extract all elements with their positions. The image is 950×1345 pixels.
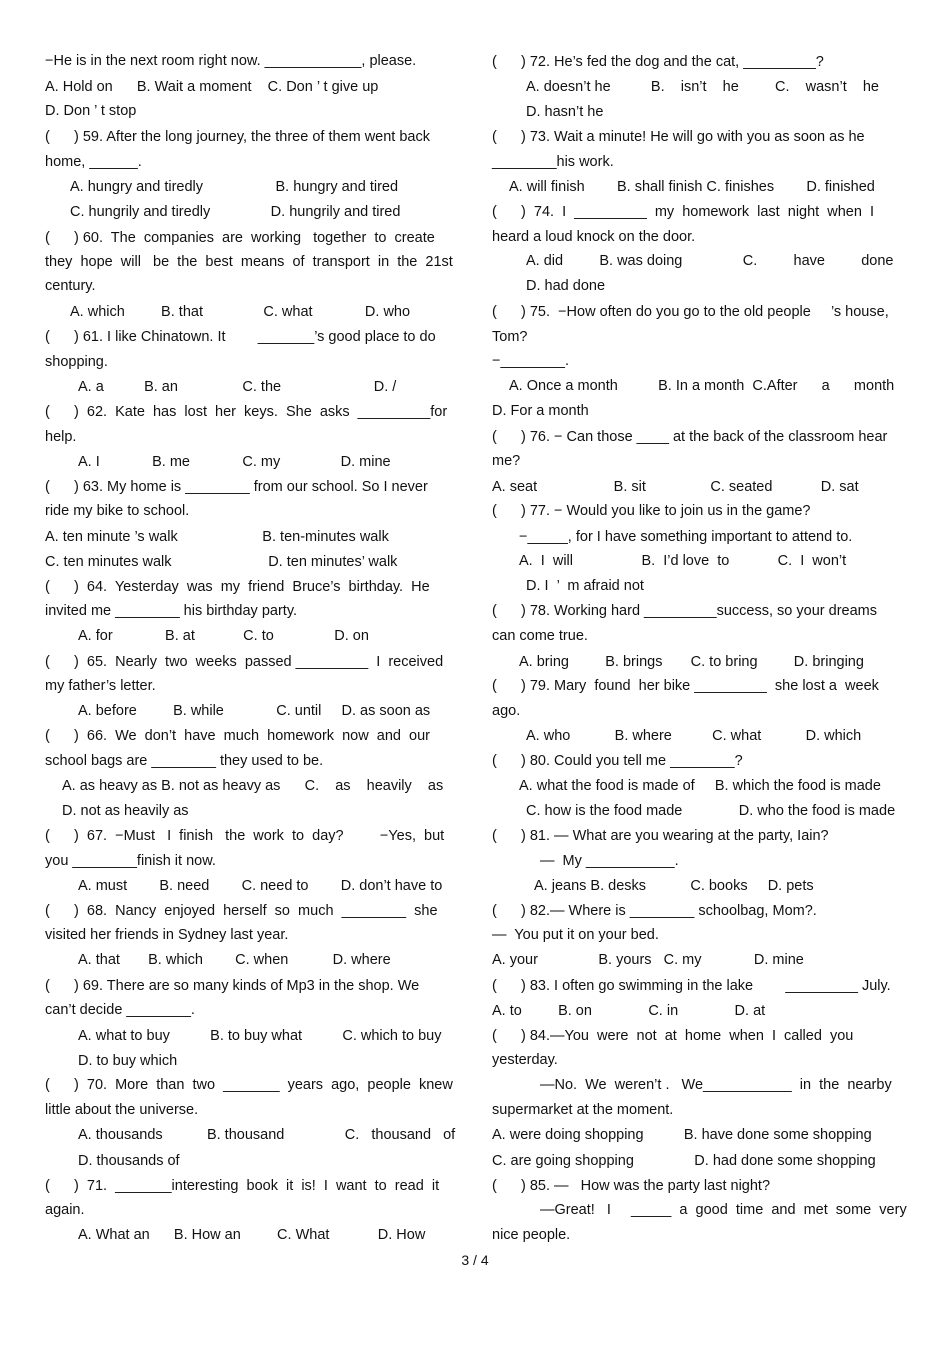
question-76-options: A. seat B. sit C. seated D. sat xyxy=(492,479,859,495)
question-70-stem-cont: little about the universe. xyxy=(45,1102,199,1118)
question-64-stem: ( ) 64. Yesterday was my friend Bruce’s birthday. He xyxy=(45,579,430,595)
question-68-stem: ( ) 68. Nancy enjoyed herself so much ________ she xyxy=(45,903,438,919)
question-60-stem: ( ) 60. The companies are working together to create xyxy=(45,230,435,246)
question-65-stem-cont: my father’s letter. xyxy=(45,678,156,694)
question-67-stem: ( ) 67. −Must I finish the work to day? −Yes, but xyxy=(45,828,445,844)
question-64-stem-cont: invited me ________ his birthday party. xyxy=(45,603,298,619)
question-78-stem-cont: can come true. xyxy=(492,628,588,644)
question-70-option-d: D. thousands of xyxy=(78,1153,180,1169)
question-80-options-cd: C. how is the food made D. who the food is made xyxy=(526,803,896,819)
question-74-stem: ( ) 74. I _________ my homework last night when I xyxy=(492,204,875,220)
question-83-options: A. to B. on C. in D. at xyxy=(492,1003,766,1019)
question-67-stem-cont: you ________finish it now. xyxy=(45,853,216,869)
page-indicator: 3 / 4 xyxy=(461,1252,489,1268)
question-79-stem-cont: ago. xyxy=(492,703,521,719)
question-69-option-d: D. to buy which xyxy=(78,1053,178,1069)
question-60-stem-cont: they hope will be the best means of transport in the 21st xyxy=(45,254,453,270)
question-81-options: A. jeans B. desks C. books D. pets xyxy=(534,878,814,894)
question-75-stem: ( ) 75. −How often do you go to the old people ’s house, xyxy=(492,304,889,320)
question-65-stem: ( ) 65. Nearly two weeks passed _________ I received xyxy=(45,654,444,670)
question-67-options: A. must B. need C. need to D. don’t have to xyxy=(78,878,443,894)
question-63-stem: ( ) 63. My home is ________ from our school. So I never xyxy=(45,479,428,495)
question-58-option-d: D. Don ’ t stop xyxy=(45,103,137,119)
question-63-options-cd: C. ten minutes walk D. ten minutes’ walk xyxy=(45,554,398,570)
question-85-reply: —Great! I _____ a good time and met some very xyxy=(540,1202,907,1218)
question-80-stem: ( ) 80. Could you tell me ________? xyxy=(492,753,743,769)
question-73-options: A. will finish B. shall finish C. finishes D. finished xyxy=(509,179,875,195)
question-66-stem-cont: school bags are ________ they used to be. xyxy=(45,753,324,769)
question-71-options: A. What an B. How an C. What D. How xyxy=(78,1227,426,1243)
question-74-stem-cont: heard a loud knock on the door. xyxy=(492,229,696,245)
question-72-option-d: D. hasn’t he xyxy=(526,104,604,120)
question-69-options-abc: A. what to buy B. to buy what C. which to buy xyxy=(78,1028,442,1044)
question-79-options: A. who B. where C. what D. which xyxy=(526,728,862,744)
question-77-option-d: D. I ’ m afraid not xyxy=(526,578,644,594)
question-75-option-d: D. For a month xyxy=(492,403,589,419)
question-59-options-ab: A. hungry and tiredly B. hungry and tired xyxy=(70,179,399,195)
question-82-options: A. your B. yours C. my D. mine xyxy=(492,952,804,968)
question-77-stem-cont: −_____, for I have something important to attend to. xyxy=(519,529,853,545)
question-85-stem: ( ) 85. — How was the party last night? xyxy=(492,1178,771,1194)
question-61-options: A. a B. an C. the D. / xyxy=(78,379,397,395)
question-60-stem-end: century. xyxy=(45,278,96,294)
question-77-stem: ( ) 77. − Would you like to join us in the game? xyxy=(492,503,811,519)
question-59-options-cd: C. hungrily and tiredly D. hungrily and tired xyxy=(70,204,401,220)
question-84-reply: —No. We weren’t . We___________ in the nearby xyxy=(540,1077,892,1093)
question-72-stem: ( ) 72. He’s fed the dog and the cat, _________? xyxy=(492,54,824,70)
question-76-stem: ( ) 76. − Can those ____ at the back of the classroom hear xyxy=(492,429,888,445)
question-59-stem-cont: home, ______. xyxy=(45,154,142,170)
question-66-options-abc: A. as heavy as B. not as heavy as C. as heavily as xyxy=(62,778,444,794)
question-76-stem-cont: me? xyxy=(492,453,521,469)
question-68-stem-cont: visited her friends in Sydney last year. xyxy=(45,927,289,943)
question-82-stem-cont: — You put it on your bed. xyxy=(492,927,659,943)
question-64-options: A. for B. at C. to D. on xyxy=(78,628,369,644)
question-62-stem-cont: help. xyxy=(45,429,77,445)
question-73-stem: ( ) 73. Wait a minute! He will go with you as soon as he xyxy=(492,129,865,145)
question-58-options: A. Hold on B. Wait a moment C. Don ’ t give up xyxy=(45,79,379,95)
question-58-stem-line: −He is in the next room right now. ____________, please. xyxy=(45,53,417,69)
question-63-stem-cont: ride my bike to school. xyxy=(45,503,190,519)
question-81-stem-cont: — My ___________. xyxy=(540,853,679,869)
question-72-options-abc: A. doesn’t he B. isn’t he C. wasn’t he xyxy=(526,79,879,95)
question-69-stem-cont: can’t decide ________. xyxy=(45,1002,195,1018)
question-66-stem: ( ) 66. We don’t have much homework now and our xyxy=(45,728,430,744)
question-60-options: A. which B. that C. what D. who xyxy=(70,304,411,320)
question-70-stem: ( ) 70. More than two _______ years ago, people knew xyxy=(45,1077,453,1093)
question-84-options-ab: A. were doing shopping B. have done some shopping xyxy=(492,1127,872,1143)
question-78-stem: ( ) 78. Working hard _________success, so your dreams xyxy=(492,603,877,619)
question-63-options-ab: A. ten minute ’s walk B. ten-minutes walk xyxy=(45,529,389,545)
question-61-stem-cont: shopping. xyxy=(45,354,108,370)
question-65-options: A. before B. while C. until D. as soon as xyxy=(78,703,431,719)
question-84-options-cd: C. are going shopping D. had done some shopping xyxy=(492,1153,876,1169)
question-68-options: A. that B. which C. when D. where xyxy=(78,952,391,968)
question-80-options-ab: A. what the food is made of B. which the food is made xyxy=(519,778,881,794)
question-74-options-abc: A. did B. was doing C. have done xyxy=(526,253,894,269)
question-75-stem-cont: Tom? xyxy=(492,329,528,345)
question-75-answer-blank: −________. xyxy=(492,353,570,369)
question-69-stem: ( ) 69. There are so many kinds of Mp3 in the shop. We xyxy=(45,978,420,994)
question-71-stem-cont: again. xyxy=(45,1202,85,1218)
question-61-stem: ( ) 61. I like Chinatown. It _______’s good place to do xyxy=(45,329,436,345)
question-78-options: A. bring B. brings C. to bring D. bringing xyxy=(519,654,864,670)
question-70-options-abc: A. thousands B. thousand C. thousand of xyxy=(78,1127,456,1143)
question-84-reply-cont: supermarket at the moment. xyxy=(492,1102,674,1118)
question-85-reply-cont: nice people. xyxy=(492,1227,571,1243)
question-84-stem: ( ) 84.—You were not at home when I called you xyxy=(492,1028,854,1044)
question-84-stem-cont: yesterday. xyxy=(492,1052,558,1068)
question-81-stem: ( ) 81. — What are you wearing at the party, Iain? xyxy=(492,828,829,844)
question-77-options-abc: A. I will B. I’d love to C. I won’t xyxy=(519,553,847,569)
question-71-stem: ( ) 71. _______interesting book it is! I want to read it xyxy=(45,1178,440,1194)
question-75-options-abc: A. Once a month B. In a month C.After a month xyxy=(509,378,895,394)
question-62-options: A. I B. me C. my D. mine xyxy=(78,454,391,470)
question-59-stem: ( ) 59. After the long journey, the three of them went back xyxy=(45,129,430,145)
question-74-option-d: D. had done xyxy=(526,278,606,294)
question-73-stem-cont: ________his work. xyxy=(492,154,614,170)
question-66-option-d: D. not as heavily as xyxy=(62,803,189,819)
question-62-stem: ( ) 62. Kate has lost her keys. She asks _________for xyxy=(45,404,448,420)
question-83-stem: ( ) 83. I often go swimming in the lake _________ July. xyxy=(492,978,891,994)
question-82-stem: ( ) 82.— Where is ________ schoolbag, Mom?. xyxy=(492,903,817,919)
question-79-stem: ( ) 79. Mary found her bike _________ she lost a week xyxy=(492,678,879,694)
